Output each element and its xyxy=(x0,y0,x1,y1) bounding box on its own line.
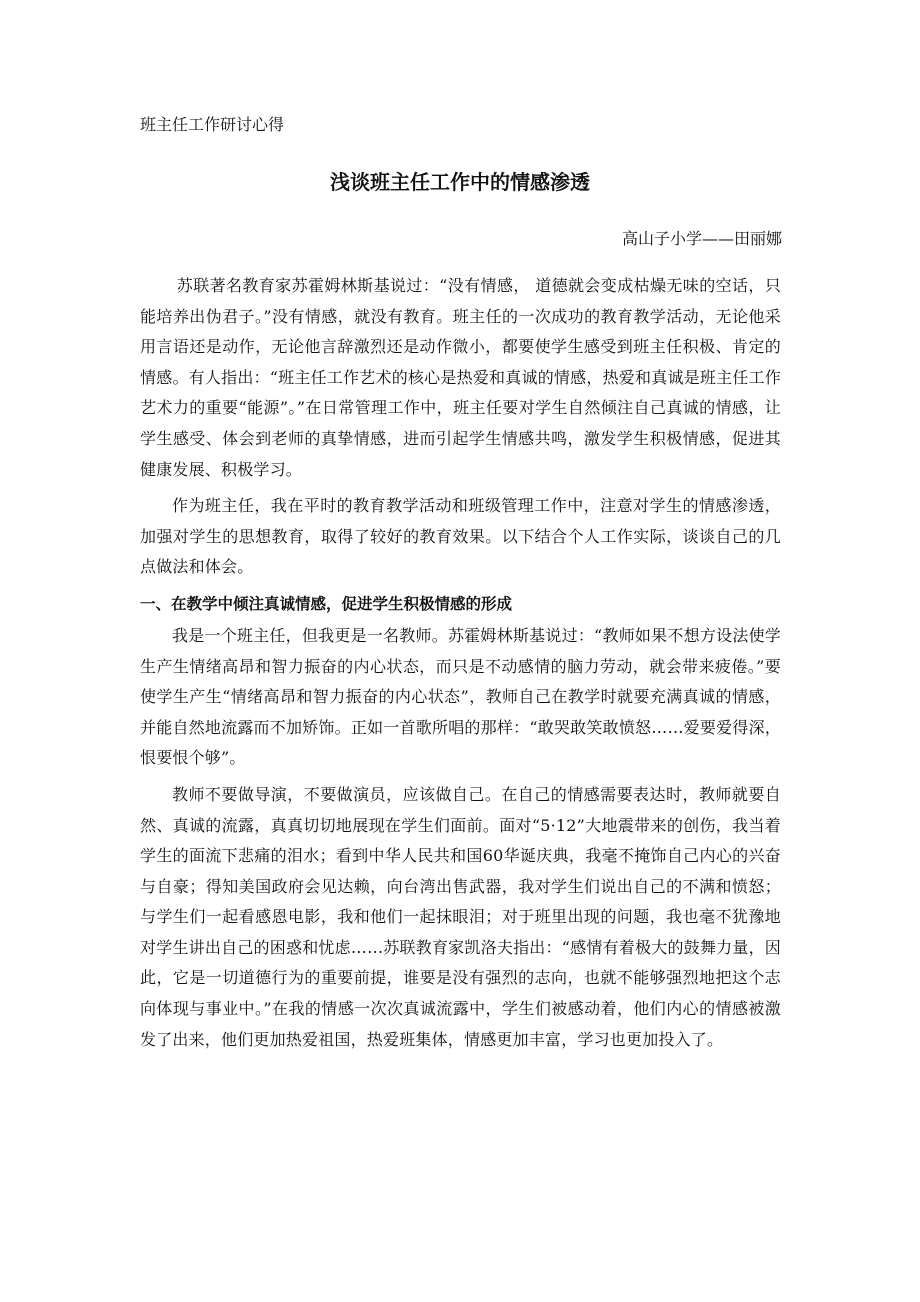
document-title: 浅谈班主任工作中的情感渗透 xyxy=(330,170,590,194)
document-author: 高山子小学——田丽娜 xyxy=(621,229,782,248)
section-heading: 一、在教学中倾注真诚情感，促进学生积极情感的形成 xyxy=(140,594,513,613)
document-body xyxy=(140,271,781,1055)
document-topic: 班主任工作研讨心得 xyxy=(140,115,285,134)
body-paragraph-2: 作为班主任，我在平时的教育教学活动和班级管理工作中，注意对学生的情感渗透，加强对学生的思想教育，取得了较好的教育效果。以下结合个人工作实际，谈谈自己的几点做法和体会。 xyxy=(140,496,781,577)
section-paragraph-1: 我是一个班主任，但我更是一名教师。苏霍姆林斯基说过：“教师如果不想方设法使学生产生情绪高昂和智力振奋的内心状态，而只是不动感情的脑力劳动，就会带来疲倦。”要使学生产生“情绪高昂和智力振奋的内心状态”，教师自己在教学时就要充满真诚的情感，并能自然地流露而不加矫饰。正如一首歌所唱的那样：“敢哭敢笑敢愤怒……爱要爱得深，恨要恨个够”。 xyxy=(140,625,781,768)
section-paragraph-2: 教师不要做导演，不要做演员，应该做自己。在自己的情感需要表达时，教师就要自然、真诚的流露，真真切切地展现在学生们面前。面对“5·12”大地震带来的创伤，我当着学生的面流下悲痛的泪水；看到中华人民共和国60华诞庆典，我毫不掩饰自己内心的兴奋与自豪；得知美国政府会见达赖，向台湾出售武器，我对学生们说出自己的不满和愤怒；与学生们一起看感恩电影，我和他们一起抹眼泪；对于班里出现的问题，我也毫不犹豫地对学生讲出自己的困惑和忧虑……苏联教育家凯洛夫指出：“感情有着极大的鼓舞力量，因此，它是一切道德行为的重要前提，谁要是没有强烈的志向，也就不能够强烈地把这个志向体现与事业中。”在我的情感一次次真诚流露中，学生们被感动着，他们内心的情感被激发了出来，他们更加热爱祖国，热爱班集体，情感更加丰富，学习也更加投入了。 xyxy=(140,784,781,1049)
body-paragraph-1: 苏联著名教育家苏霍姆林斯基说过：“没有情感， 道德就会变成枯燥无味的空话，只能培养出伪君子。”没有情感，就没有教育。班主任的一次成功的教育教学活动，无论他采用言语还是动作，无论他言辞激烈还是动作微小，都要使学生感受到班主任积极、肯定的情感。有人指出：“班主任工作艺术的核心是热爱和真诚的情感，热爱和真诚是班主任工作艺术力的重要“能源”。”在日常管理工作中，班主任要对学生自然倾注自己真诚的情感，让学生感受、体会到老师的真挚情感，进而引起学生情感共鸣，激发学生积极情感，促进其健康发展、积极学习。 xyxy=(140,276,781,479)
